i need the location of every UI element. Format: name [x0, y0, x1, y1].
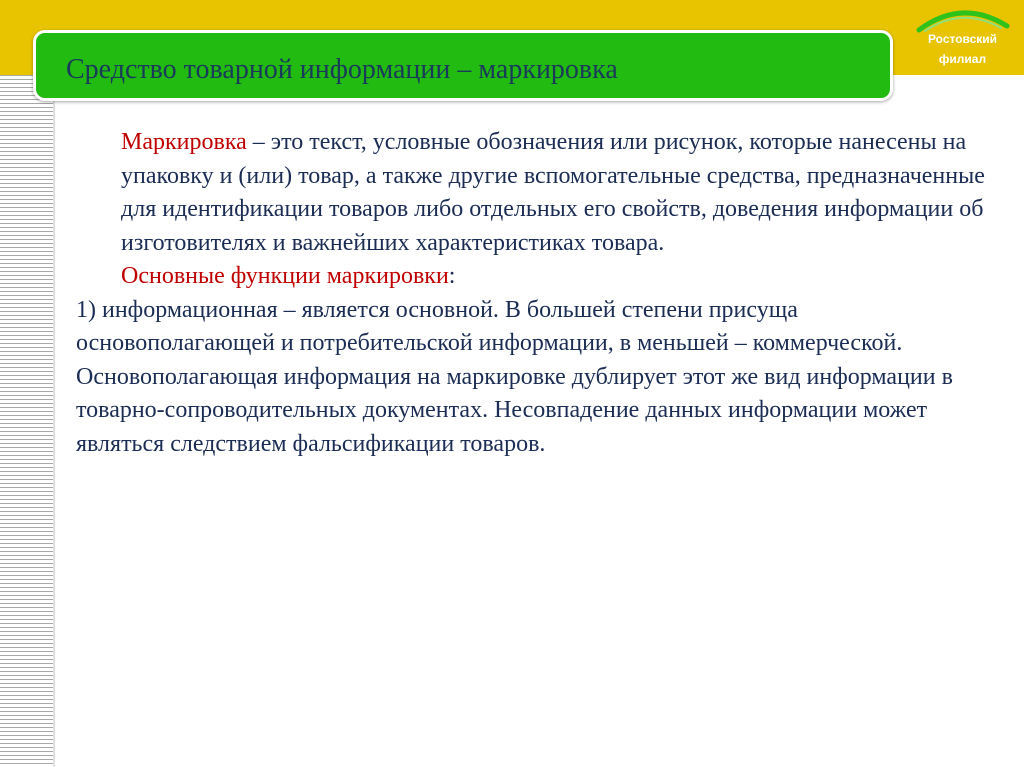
functions-heading-colon: : [448, 263, 456, 289]
branch-logo [905, 4, 1020, 74]
definition-paragraph [76, 126, 996, 260]
logo-text-line1: Ростовский [927, 32, 998, 46]
slide-title: Средство товарной информации – маркировка [66, 54, 618, 85]
logo-text-line2: филиал [938, 52, 987, 66]
left-stripe-decoration [0, 75, 53, 767]
functions-heading: Основные функции маркировки [121, 263, 449, 289]
functions-heading-paragraph [76, 260, 996, 294]
title-bar [33, 30, 893, 101]
slide-body [76, 126, 996, 461]
green-arc-logo-icon [915, 4, 1010, 34]
definition-term: Маркировка [121, 129, 247, 155]
definition-text: – это текст, условные обозначения или рисунок, которые нанесены на упаковку и (или) товар, а также другие вспомогательные средства, предназначенные для идентификации товаров либо отдельных его свойств, доведения информации об изготовителях и важнейших характеристиках товара. [121, 129, 985, 256]
function-item-1: 1) информационная – является основной. В большей степени присуща основополагающей и потребительской информации, в меньшей – коммерческой. Основополагающая информация на маркировке дублирует этот же вид информации в товарно-сопроводительных документах. Несовпадение данных информации может являться следствием фальсификации товаров. [76, 296, 953, 457]
left-stripe-edge [53, 75, 55, 767]
